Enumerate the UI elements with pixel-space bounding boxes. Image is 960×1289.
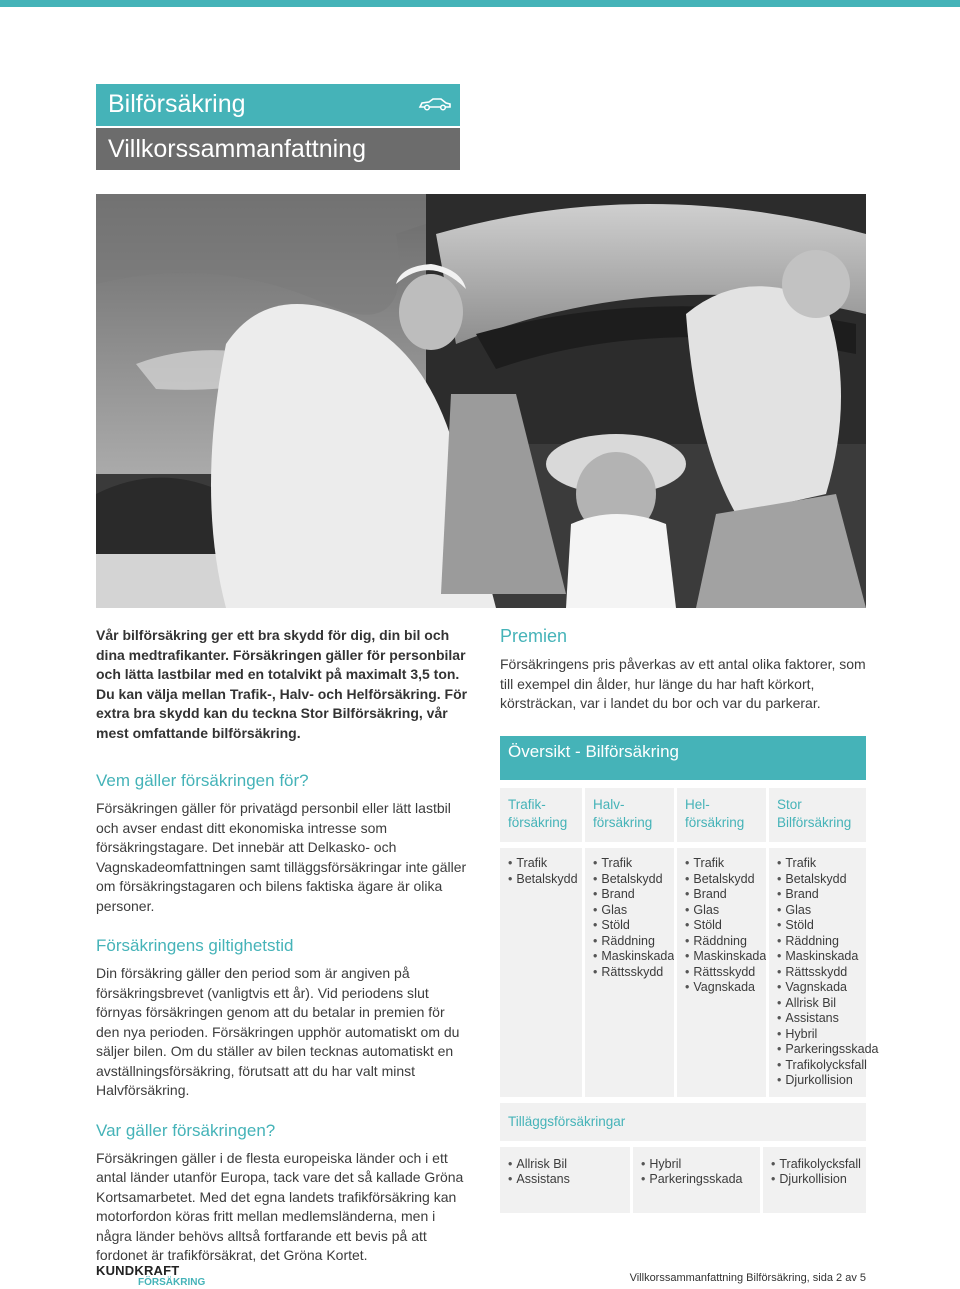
addons-list <box>500 1147 630 1213</box>
addon-item: • Allrisk Bil <box>508 1157 626 1173</box>
coverage-item: • Trafik <box>593 856 670 872</box>
coverage-item: • Brand <box>685 887 762 903</box>
column-header-line: försäkring <box>508 815 568 830</box>
column-header-line: Hel- <box>685 797 710 812</box>
overview-table <box>500 736 879 1213</box>
column-header-stor <box>766 788 866 842</box>
column-header-line: Trafik- <box>508 797 546 812</box>
coverage-item: • Betalskydd <box>508 872 578 888</box>
overview-title: Översikt - Bilförsäkring <box>500 736 866 780</box>
coverage-item: • Räddning <box>593 934 670 950</box>
addon-item: • Trafikolycksfall <box>771 1157 862 1173</box>
addons-row <box>500 1147 866 1213</box>
header-title-bar <box>96 84 460 126</box>
addons-title: Tilläggsförsäkringar <box>500 1103 866 1141</box>
header-subtitle-bar <box>96 128 460 170</box>
page-info: Villkorssammanfattning Bilförsäkring, sida 2 av 5 <box>629 1272 866 1284</box>
section-where-title: Var gäller försäkringen? <box>96 1120 276 1140</box>
coverage-item: • Brand <box>777 887 862 903</box>
coverage-item: • Betalskydd <box>593 872 670 888</box>
overview-body-row <box>500 848 879 1097</box>
addons-list <box>760 1147 866 1213</box>
coverage-item: • Brand <box>593 887 670 903</box>
right-column <box>500 626 866 714</box>
brand-name: KUNDKRAFT <box>96 1263 180 1278</box>
section-validity-text: Din försäkring gäller den period som är angiven på försäkringsbrevet (vanligtvis ett år). Vid periodens slut förnyas försäkringen genom att du betalar in premien för den nya perioden. Försäkringen upphör automatiskt om du säljer bilen. Om du ställer av bilen tecknas automatiskt en avställningsförsäkring, förutsatt att du har valt minst Halvförsäkring. <box>96 965 460 1098</box>
coverage-item: • Stöld <box>685 918 762 934</box>
page-title: Bilförsäkring <box>108 90 246 118</box>
coverage-list-stor <box>766 848 879 1097</box>
coverage-item: • Betalskydd <box>777 872 862 888</box>
addon-item: • Parkeringsskada <box>641 1172 756 1188</box>
column-header-line: Bilförsäkring <box>777 815 852 830</box>
coverage-item: • Maskinskada <box>777 949 862 965</box>
coverage-item: • Djurkollision <box>777 1073 862 1089</box>
coverage-item: • Räddning <box>777 934 862 950</box>
coverage-item: • Stöld <box>777 918 862 934</box>
column-header-trafik <box>500 788 582 842</box>
column-header-line: försäkring <box>593 815 653 830</box>
coverage-item: • Glas <box>777 903 862 919</box>
coverage-item: • Rättsskydd <box>777 965 862 981</box>
coverage-item: • Rättsskydd <box>685 965 762 981</box>
coverage-list-trafik <box>500 848 582 1097</box>
coverage-item: • Glas <box>685 903 762 919</box>
coverage-list-halv <box>582 848 674 1097</box>
coverage-list-hel <box>674 848 766 1097</box>
intro-text: Vår bilförsäkring ger ett bra skydd för dig, din bil och dina medtrafikanter. Försäkringen gäller för personbilar och lätta lastbilar med en totalvikt på maximalt 3,5 ton. Du kan välja mellan Trafik-, Halv- och Helförsäkring. För extra bra skydd kan du teckna Stor Bilförsäkring, vår mest omfattande bilförsäkring. <box>96 627 468 741</box>
premium-text: Försäkringens pris påverkas av ett antal olika faktorer, som till exempel din ålder, hur länge du har haft körkort, körsträckan, var i landet du bor och var du parkerar. <box>500 656 866 711</box>
coverage-item: • Trafikolycksfall <box>777 1058 862 1074</box>
column-header-line: Halv- <box>593 797 625 812</box>
top-accent-stripe <box>0 0 960 7</box>
left-column <box>96 626 468 1266</box>
coverage-item: • Rättsskydd <box>593 965 670 981</box>
coverage-item: • Allrisk Bil <box>777 996 862 1012</box>
column-header-halv <box>582 788 674 842</box>
coverage-item: • Parkeringsskada <box>777 1042 862 1058</box>
column-header-line: Stor <box>777 797 802 812</box>
coverage-item: • Hybril <box>777 1027 862 1043</box>
coverage-item: • Trafik <box>777 856 862 872</box>
coverage-item: • Betalskydd <box>685 872 762 888</box>
page-subtitle: Villkorssammanfattning <box>108 135 366 163</box>
coverage-item: • Maskinskada <box>593 949 670 965</box>
column-header-hel <box>674 788 766 842</box>
overview-header-row <box>500 788 866 842</box>
coverage-item: • Vagnskada <box>685 980 762 996</box>
coverage-item: • Glas <box>593 903 670 919</box>
coverage-item: • Assistans <box>777 1011 862 1027</box>
family-car-photo <box>96 194 866 608</box>
section-who-title: Vem gäller försäkringen för? <box>96 771 309 790</box>
column-header-line: försäkring <box>685 815 745 830</box>
coverage-item: • Trafik <box>508 856 578 872</box>
brand-logo <box>96 1264 205 1288</box>
section-who-text: Försäkringen gäller för privatägd personbil eller lätt lastbil och avser endast ditt ekonomiska intresse som försäkringstagare. Det innebär att Delkasko- och Vagnskadeomfattningen samt tilläggsförsäkringar inte gäller om försäkringstagaren och bilens faktiska ägare är olika personer. <box>96 800 467 914</box>
coverage-item: • Stöld <box>593 918 670 934</box>
section-where-text: Försäkringen gäller i de flesta europeiska länder och i ett antal länder utanför Europa, tack vare det så kallade Gröna Kortsamarbetet. Med det egna landets trafikförsäkring kan motorfordon köras fritt mellan medlemsländerna, men i några länder behövs alltså fortfarande ett bevis på att fordonet är trafikförsäkrat, det Gröna Kortet. <box>96 1149 464 1263</box>
coverage-item: • Vagnskada <box>777 980 862 996</box>
addon-item: • Djurkollision <box>771 1172 862 1188</box>
coverage-item: • Trafik <box>685 856 762 872</box>
car-icon <box>418 97 452 111</box>
brand-subname: FÖRSÄKRING <box>138 1277 206 1288</box>
addons-list <box>630 1147 760 1213</box>
addon-item: • Assistans <box>508 1172 626 1188</box>
coverage-item: • Räddning <box>685 934 762 950</box>
addon-item: • Hybril <box>641 1157 756 1173</box>
section-validity-title: Försäkringens giltighetstid <box>96 936 294 955</box>
coverage-item: • Maskinskada <box>685 949 762 965</box>
premium-title: Premien <box>500 626 568 646</box>
